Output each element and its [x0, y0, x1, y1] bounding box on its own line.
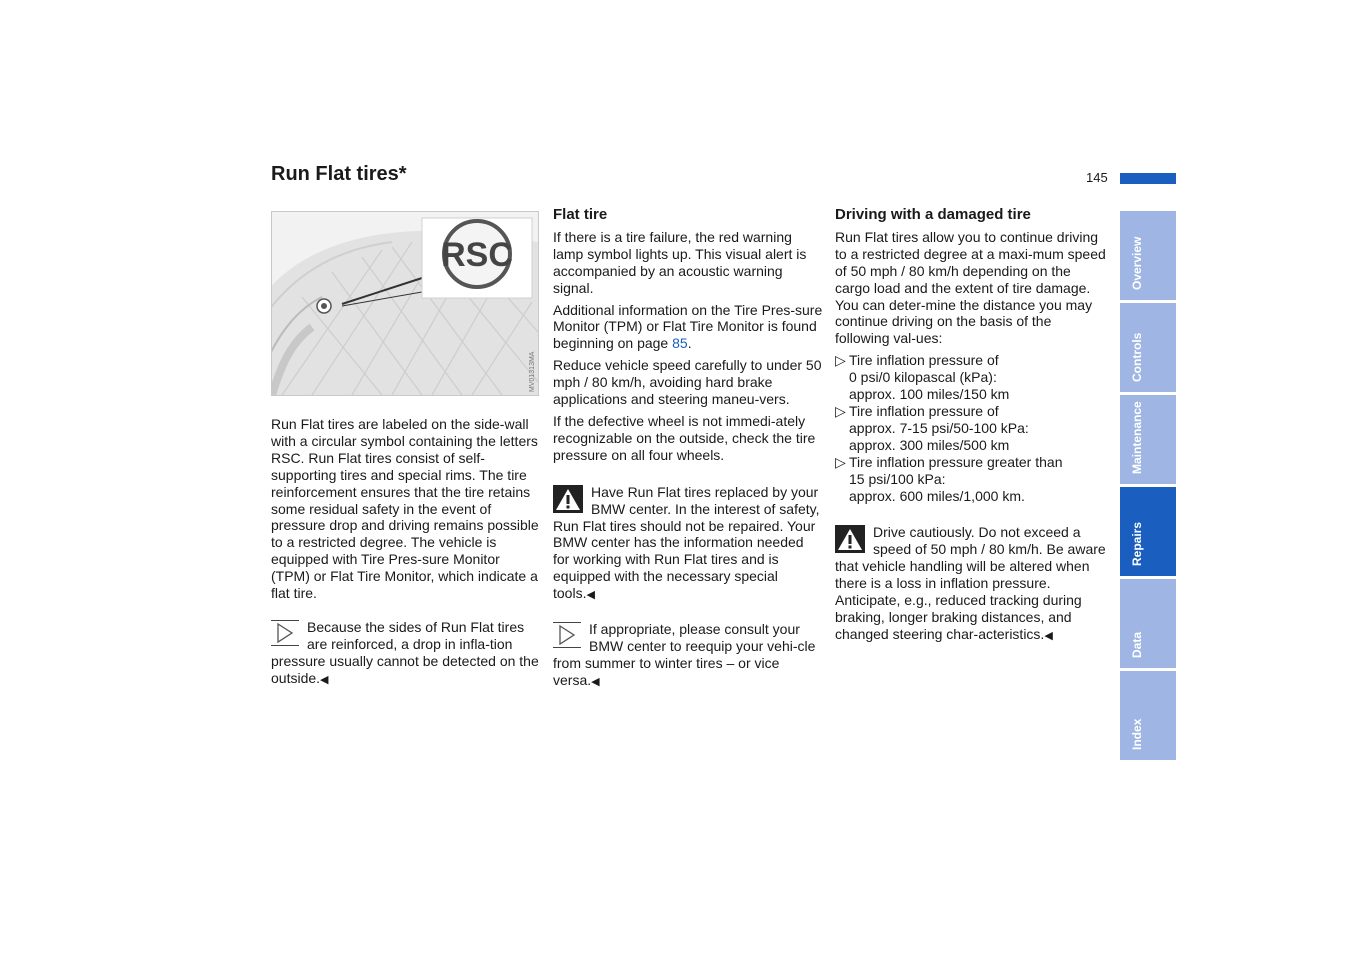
warning-note-2: Drive cautiously. Do not exceed a speed of 50 mph / 80 km/h. Be aware that vehicle handling will be altered when there is a loss in inflation pressure. Anticipate, e.g., reduced tracking during braking, longer braking distances, and changed steering char-acteristics.◀ — [835, 524, 1106, 642]
end-mark: ◀ — [320, 673, 329, 686]
list-item: ▷ Tire inflation pressure of approx. 7-15 psi/50-100 kPa: approx. 300 miles/500 km — [835, 402, 1029, 453]
damaged-tire-heading: Driving with a damaged tire — [835, 206, 1031, 223]
page-link[interactable]: 85 — [672, 335, 688, 352]
page-number-bar — [1120, 173, 1176, 184]
tab-repairs[interactable]: Repairs — [1120, 487, 1176, 576]
tab-maintenance[interactable]: Maintenance — [1120, 395, 1176, 484]
tip-arrow-icon — [271, 620, 299, 646]
tab-controls[interactable]: Controls — [1120, 303, 1176, 392]
column-2 — [553, 207, 823, 691]
tip-arrow-icon — [553, 622, 581, 648]
tip-note-2: If appropriate, please consult your BMW center to reequip your vehi-cle from summer to winter tires – or vice versa.◀ — [553, 621, 816, 688]
warning-text-2: Drive cautiously. Do not exceed a speed of 50 mph / 80 km/h. Be aware that vehicle handling will be altered when there is a loss in inflation pressure. Anticipate, e.g., reduced tracking during braking, longer braking distances, and changed steering char-acteristics. — [835, 524, 1106, 642]
flat-tire-p1: If there is a tire failure, the red warning lamp symbol lights up. This visual alert is accompanied by an acoustic warning signal. — [553, 228, 807, 296]
tab-data[interactable]: Data — [1120, 579, 1176, 668]
warning-text: Have Run Flat tires replaced by your BMW center. In the interest of safety, Run Flat tires should not be repaired. Your BMW center has the information needed for working with Run Flat tires and is equipped with the necessary special tools. — [553, 483, 820, 602]
flat-tire-heading: Flat tire — [553, 206, 608, 223]
tab-index[interactable]: Index — [1120, 671, 1176, 760]
column-3 — [835, 207, 1107, 645]
warning-triangle-icon — [835, 525, 865, 553]
list-item: ▷ Tire inflation pressure greater than 15 psi/100 kPa: approx. 600 miles/1,000 km. — [835, 453, 1063, 504]
tip-text-2: If appropriate, please consult your BMW center to reequip your vehi-cle from summer to winter tires – or vice versa. — [553, 621, 816, 688]
flat-tire-p4: If the defective wheel is not immedi-ately recognizable on the outside, check the tire pressure on all four wheels. — [553, 412, 816, 463]
page-number: 145 — [1086, 170, 1108, 185]
warning-triangle-icon — [553, 485, 583, 513]
rsc-description: Run Flat tires are labeled on the side-wall with a circular symbol containing the letters RSC. Run Flat tires consist of self-supporting tires and special rims. The tire reinforcement ensures that the tire retains some residual safety in the event of pressure drop and driving remains possible to a restricted degree. The vehicle is equipped with Tire Pres-sure Monitor (TPM) or Flat Tire Monitor, which indicate a flat tire. — [271, 416, 539, 602]
tip-note — [271, 619, 541, 689]
flat-tire-p2: Additional information on the Tire Pres-sure Monitor (TPM) or Flat Tire Monitor is found beginning on page 85. — [553, 301, 823, 352]
damaged-tire-p1: Run Flat tires allow you to continue driving to a restricted degree at a maxi-mum speed of 50 mph / 80 km/h depending on the cargo load and the extent of tire damage. You can deter-mine the distance you may continue driving on the basis of the following val-ues: — [835, 228, 1106, 347]
column-1 — [271, 416, 541, 689]
tip-text: Because the sides of Run Flat tires are reinforced, a drop in infla-tion pressure usually cannot be detected on the outside. — [271, 618, 539, 686]
tire-illustration — [271, 211, 539, 396]
tire-drawing — [272, 212, 538, 395]
rsc-badge: RSC — [441, 236, 513, 274]
figure-code: MV01313MA — [529, 351, 536, 392]
warning-note: Have Run Flat tires replaced by your BMW center. In the interest of safety, Run Flat tires should not be repaired. Your BMW center has the information needed for working with Run Flat tires and is equipped with the necessary special tools.◀ — [553, 483, 820, 602]
tab-overview[interactable]: Overview — [1120, 211, 1176, 300]
list-item: ▷ Tire inflation pressure of 0 psi/0 kilopascal (kPa): approx. 100 miles/150 km — [835, 352, 1010, 403]
flat-tire-p3: Reduce vehicle speed carefully to under 50 mph / 80 km/h, avoiding hard brake applications and steering maneu-vers. — [553, 357, 822, 408]
pressure-distance-list — [835, 352, 1107, 504]
section-tabs — [1120, 211, 1176, 763]
page-title: Run Flat tires* — [271, 163, 407, 185]
